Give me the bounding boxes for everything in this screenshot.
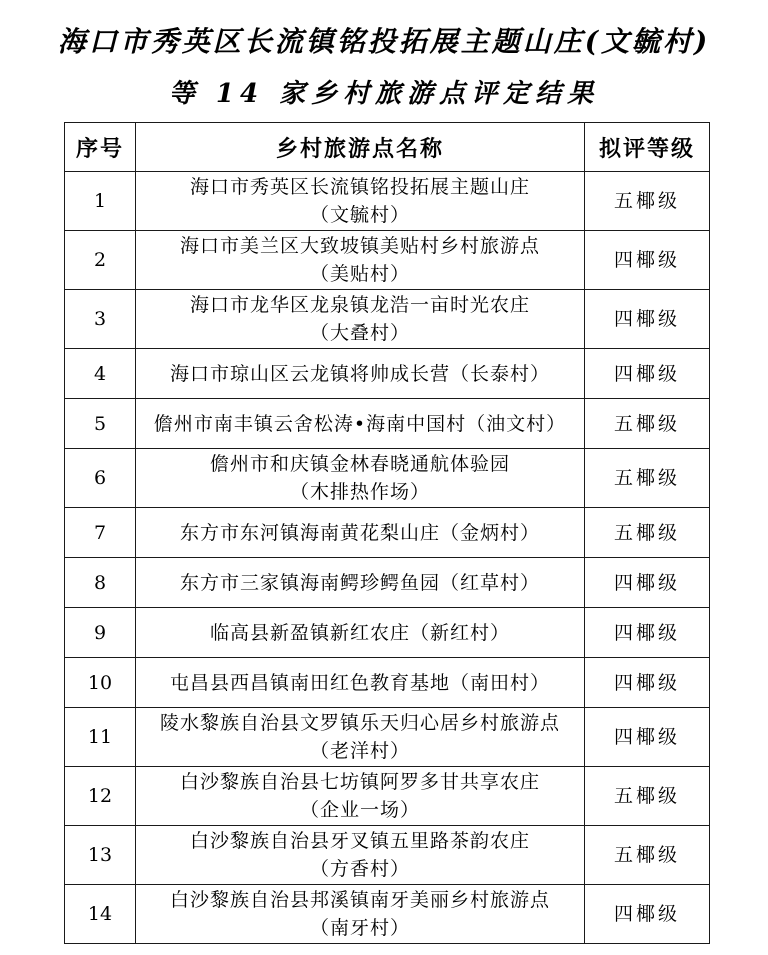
- cell-site-name: [136, 399, 585, 449]
- site-name-line1: 东方市三家镇海南鳄珍鳄鱼园（红草村）: [179, 571, 540, 594]
- cell-proposed-grade: 四椰级: [585, 885, 710, 944]
- table-row: [65, 449, 710, 508]
- table-row: [65, 885, 710, 944]
- cell-proposed-grade: 四椰级: [585, 231, 710, 290]
- table-row: [65, 172, 710, 231]
- site-name-line1: 白沙黎族自治县牙叉镇五里路茶韵农庄: [189, 830, 530, 852]
- site-name-line2: （大叠村）: [309, 322, 410, 344]
- cell-site-name: [136, 172, 585, 231]
- cell-proposed-grade: 四椰级: [585, 349, 710, 399]
- document-title: [0, 0, 768, 110]
- cell-serial-number: 3: [65, 290, 136, 349]
- cell-site-name: [136, 885, 585, 944]
- table-row: [65, 558, 710, 608]
- site-name-line1: 海口市美兰区大致坡镇美贴村乡村旅游点: [179, 235, 540, 257]
- site-name-line1: 东方市东河镇海南黄花梨山庄（金炳村）: [179, 521, 540, 544]
- cell-serial-number: 9: [65, 608, 136, 658]
- site-name-line1: 海口市琼山区云龙镇将帅成长营（长泰村）: [169, 362, 550, 385]
- column-header-site-name: 乡村旅游点名称: [136, 123, 585, 172]
- table-row: [65, 658, 710, 708]
- cell-site-name: [136, 231, 585, 290]
- site-name-line2: （老洋村）: [309, 740, 410, 762]
- cell-proposed-grade: 五椰级: [585, 399, 710, 449]
- document-title-line1: 海口市秀英区长流镇铭投拓展主题山庄(文毓村): [57, 25, 711, 58]
- table-row: [65, 508, 710, 558]
- cell-proposed-grade: 五椰级: [585, 449, 710, 508]
- column-header-serial-number: 序号: [65, 123, 136, 172]
- cell-site-name: [136, 508, 585, 558]
- site-name-line1: 儋州市南丰镇云舍松涛•海南中国村（油文村）: [153, 412, 567, 435]
- site-name-line2: （企业一场）: [299, 799, 420, 821]
- cell-site-name: [136, 658, 585, 708]
- cell-proposed-grade: 五椰级: [585, 826, 710, 885]
- cell-site-name: [136, 767, 585, 826]
- cell-serial-number: 14: [65, 885, 136, 944]
- table-row: [65, 349, 710, 399]
- table-row: [65, 767, 710, 826]
- cell-serial-number: 4: [65, 349, 136, 399]
- table-header-row: [65, 123, 710, 172]
- site-name-line2: （美贴村）: [309, 263, 410, 285]
- site-name-line1: 临高县新盈镇新红农庄（新红村）: [209, 621, 510, 644]
- cell-site-name: [136, 608, 585, 658]
- site-name-line1: 儋州市和庆镇金林春晓通航体验园: [209, 453, 510, 475]
- site-name-line2: （木排热作场）: [289, 481, 430, 503]
- cell-serial-number: 1: [65, 172, 136, 231]
- cell-serial-number: 10: [65, 658, 136, 708]
- cell-serial-number: 7: [65, 508, 136, 558]
- cell-proposed-grade: 四椰级: [585, 558, 710, 608]
- cell-serial-number: 6: [65, 449, 136, 508]
- cell-site-name: [136, 290, 585, 349]
- cell-proposed-grade: 四椰级: [585, 658, 710, 708]
- table-row: [65, 608, 710, 658]
- table-row: [65, 826, 710, 885]
- table-row: [65, 290, 710, 349]
- table-row: [65, 399, 710, 449]
- cell-site-name: [136, 708, 585, 767]
- site-name-line1: 白沙黎族自治县邦溪镇南牙美丽乡村旅游点: [169, 889, 550, 911]
- cell-serial-number: 11: [65, 708, 136, 767]
- cell-serial-number: 8: [65, 558, 136, 608]
- cell-proposed-grade: 五椰级: [585, 767, 710, 826]
- site-name-line1: 屯昌县西昌镇南田红色教育基地（南田村）: [169, 671, 550, 694]
- cell-proposed-grade: 四椰级: [585, 290, 710, 349]
- table-body: [65, 172, 710, 944]
- site-name-line1: 陵水黎族自治县文罗镇乐天归心居乡村旅游点: [159, 712, 560, 734]
- cell-site-name: [136, 349, 585, 399]
- cell-serial-number: 13: [65, 826, 136, 885]
- site-name-line1: 白沙黎族自治县七坊镇阿罗多甘共享农庄: [179, 771, 540, 793]
- cell-site-name: [136, 826, 585, 885]
- site-name-line2: （南牙村）: [309, 917, 410, 939]
- site-name-line2: （文毓村）: [309, 204, 410, 226]
- cell-serial-number: 5: [65, 399, 136, 449]
- cell-proposed-grade: 五椰级: [585, 508, 710, 558]
- site-name-line2: （方香村）: [309, 858, 410, 880]
- table-row: [65, 708, 710, 767]
- document-title-line2: 等 14 家乡村旅游点评定结果: [168, 79, 600, 109]
- cell-site-name: [136, 558, 585, 608]
- column-header-proposed-grade: 拟评等级: [585, 123, 710, 172]
- cell-proposed-grade: 四椰级: [585, 608, 710, 658]
- cell-proposed-grade: 四椰级: [585, 708, 710, 767]
- cell-serial-number: 2: [65, 231, 136, 290]
- cell-site-name: [136, 449, 585, 508]
- table-row: [65, 231, 710, 290]
- cell-proposed-grade: 五椰级: [585, 172, 710, 231]
- cell-serial-number: 12: [65, 767, 136, 826]
- evaluation-results-table: [64, 122, 710, 944]
- site-name-line1: 海口市秀英区长流镇铭投拓展主题山庄: [189, 176, 530, 198]
- site-name-line1: 海口市龙华区龙泉镇龙浩一亩时光农庄: [189, 294, 530, 316]
